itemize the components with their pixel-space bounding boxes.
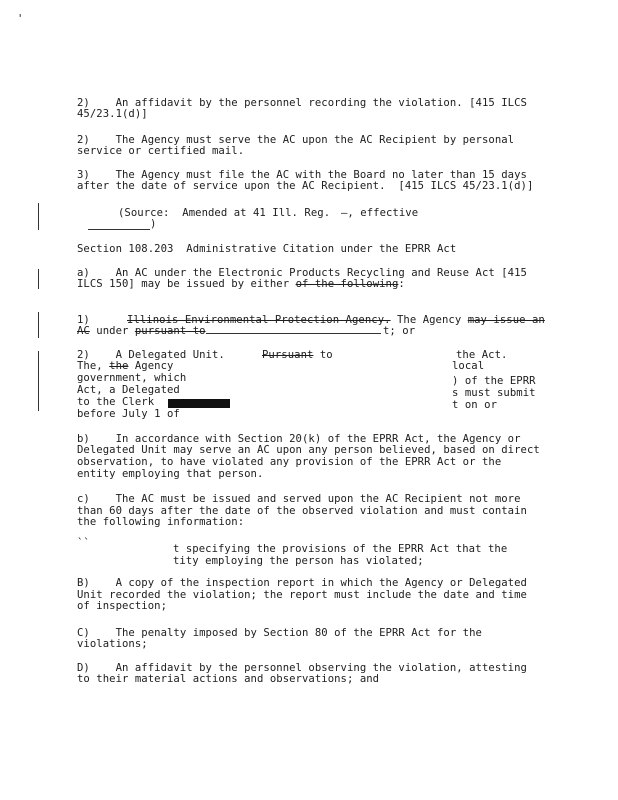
text-line: of inspection; — [77, 600, 167, 612]
text-line: violations; — [77, 638, 148, 650]
text-line: c) The AC must be issued and served upon the AC Recipient not more — [77, 493, 521, 505]
text-line: The, the Agency — [77, 360, 174, 372]
text-line: AC under pursuant to — [77, 325, 206, 337]
text-line: local — [452, 360, 485, 372]
text-line: Delegated Unit may serve an AC upon any person believed, based on direct — [77, 444, 540, 456]
change-bar — [38, 203, 39, 230]
text-line: t specifying the provisions of the EPRR Act that the — [173, 543, 508, 555]
text-line: ) of the EPRR — [452, 375, 536, 387]
change-bar — [38, 269, 39, 289]
text-line: 45/23.1(d)] — [77, 108, 148, 120]
text-line: to the Clerk — [77, 396, 155, 408]
text-line: a) An AC under the Electronic Products Recycling and Reuse Act [415 — [77, 267, 527, 279]
text-line: than 60 days after the date of the observed violation and must contain — [77, 505, 527, 517]
text-line: 3) The Agency must file the AC with the Board no later than 15 days — [77, 169, 527, 181]
corner-mark: ' — [17, 13, 24, 25]
text-line: Pursuant to — [262, 349, 333, 361]
text-line: Unit recorded the violation; the report must include the date and time — [77, 589, 527, 601]
redaction-block — [168, 399, 230, 408]
text-line: to their material actions and observations; and — [77, 673, 380, 685]
text-line: observation, to have violated any provision of the EPRR Act or the — [77, 456, 502, 468]
text-line: before July 1 of — [77, 408, 180, 420]
list-marker: 1) — [77, 314, 90, 326]
text-line: C) The penalty imposed by Section 80 of the EPRR Act for the — [77, 627, 482, 639]
text-line: service or certified mail. — [77, 145, 245, 157]
text-line: ILCS 150] may be issued by either of the following: — [77, 278, 405, 290]
source-note-effective: —, effective — [341, 207, 419, 219]
text-line: 2) The Agency must serve the AC upon the AC Recipient by personal — [77, 134, 515, 146]
source-note: (Source: Amended at 41 Ill. Reg. — [118, 207, 331, 219]
section-heading: Section 108.203 Administrative Citation under the EPRR Act — [77, 243, 457, 255]
text-line: B) A copy of the inspection report in which the Agency or Delegated — [77, 577, 527, 589]
text-line: s must submit — [452, 387, 536, 399]
text-line: entity employing that person. — [77, 468, 264, 480]
text-line: the Act. — [456, 349, 508, 361]
text-line: `` — [77, 537, 90, 549]
blank-underline — [88, 229, 150, 230]
text-line: t; or — [383, 325, 416, 337]
text-line: 2) An affidavit by the personnel recording the violation. [415 ILCS — [77, 97, 527, 109]
change-bar — [38, 351, 39, 411]
text-line: Illinois Environmental Protection Agency. The Agency may issue an — [127, 314, 545, 326]
text-line: the following information: — [77, 516, 245, 528]
text-line: after the date of service upon the AC Recipient. [415 ILCS 45/23.1(d)] — [77, 180, 534, 192]
text-line: government, which — [77, 372, 187, 384]
text-line: tity employing the person has violated; — [173, 555, 424, 567]
text-line: 2) A Delegated Unit. — [77, 349, 225, 361]
text-line: b) In accordance with Section 20(k) of the EPRR Act, the Agency or — [77, 433, 521, 445]
text-line: D) An affidavit by the personnel observing the violation, attesting — [77, 662, 527, 674]
change-bar — [38, 312, 39, 338]
text-line: Act, a Delegated — [77, 384, 180, 396]
text-line: t on or — [452, 399, 497, 411]
blank-underline — [206, 333, 381, 334]
source-note-end: ) — [150, 218, 157, 230]
